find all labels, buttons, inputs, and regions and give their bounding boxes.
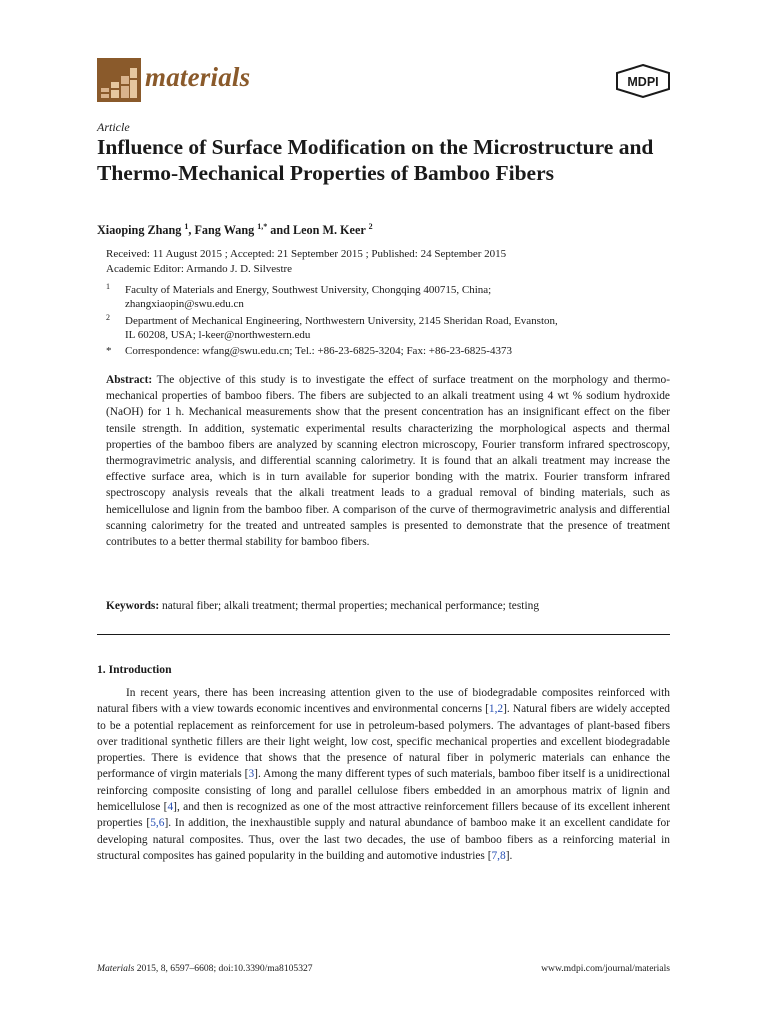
citation-link[interactable]: 4 — [167, 801, 174, 814]
abstract-label: Abstract: — [106, 374, 153, 386]
citation-link[interactable]: 1,2 — [488, 703, 504, 716]
author-list — [97, 222, 373, 238]
affiliation-mark: 1 — [106, 282, 110, 291]
paragraph-text: ]. Among the many different types of such materials, bamboo fiber itself is a unidirectional reinforcing composite consisting of long and parallel cellulose fibers embedded in an amorphous matrix of lignin and hemicellulose [ — [97, 768, 670, 814]
journal-logo-icon — [97, 58, 141, 102]
footer-journal: Materials — [97, 963, 135, 974]
paragraph-text: ], and then is recognized as one of the most attractive reinforcement fillers because of its excellent inherent properties [ — [97, 801, 671, 830]
academic-editor: Academic Editor: Armando J. D. Silvestre — [106, 263, 293, 275]
mdpi-logo-icon — [614, 64, 672, 98]
publication-dates: Received: 11 August 2015 ; Accepted: 21 September 2015 ; Published: 24 September 2015 — [106, 248, 507, 260]
affiliation-line: Correspondence: wfang@swu.edu.cn; Tel.: +86-23-6825-3204; Fax: +86-23-6825-4373 — [125, 345, 512, 357]
paragraph-text: In recent years, there has been increasing attention given to the use of biodegradable composites reinforced with natural fibers with a view towards economic incentives and environmental concerns [ — [97, 687, 670, 716]
author-name: Xiaoping Zhang — [97, 223, 185, 238]
keywords-label: Keywords: — [106, 600, 160, 612]
author-separator: , — [188, 223, 195, 238]
journal-url[interactable]: www.mdpi.com/journal/materials — [541, 963, 670, 974]
journal-header — [97, 58, 672, 104]
footer-citation: 2015, 8, 6597–6608; doi:10.3390/ma8105327 — [136, 963, 313, 974]
citation-link[interactable]: 7,8 — [491, 849, 506, 862]
journal-name: materials — [145, 62, 251, 92]
affiliation-line: Faculty of Materials and Energy, Southwest University, Chongqing 400715, China; — [125, 284, 492, 296]
abstract-text: The objective of this study is to investigate the effect of surface treatment on the morphology and thermo-mechanical properties of bamboo fibers. The fibers are subjected to an alkali treatment using 4 wt % sodium hydroxide (NaOH) for 1 h. Mechanical measurements show that the present concentration has an insignificant effect on the fiber tensile strength. In addition, systematic experimental results characterizing the morphological aspects and thermal properties of the bamboo fibers are analyzed by scanning electron microscopy, Fourier transform infrared spectroscopy, thermogravimetric analysis, and differential scanning calorimetry. It is found that an alkali treatment may increase the effective surface area, which is in turn available for superior bonding with the matrix. Fourier transform infrared spectroscopy analysis reveals that the alkali treatment leads to a gradual removal of binding materials, such as hemicellulose and lignin from the bamboo fiber. A comparison of the curve of thermogravimetric analysis and differential scanning calorimetry for the treated and untreated samples is presented to demonstrate that the presence of treatment contributes to a better thermal stability for bamboo fibers. — [106, 374, 670, 549]
keywords-text: natural fiber; alkali treatment; thermal properties; mechanical performance; testing — [162, 600, 540, 612]
publisher-name: MDPI — [627, 75, 659, 89]
affiliation-line: Department of Mechanical Engineering, Northwestern University, 2145 Sheridan Road, Evanston, — [125, 315, 558, 327]
paragraph-text: ]. Natural fibers are widely accepted to be a potential replacement as reinforcement for use in petroleum-based polymers. The advantages of plant-based fibers over traditional synthetic fillers are their light weight, low cost, specific mechanical properties and excellent biodegradable properties. There is evidence that shows that the presence of natural fiber in polymeric materials can enhance the performance of virgin materials [ — [97, 703, 670, 781]
section-divider — [97, 634, 670, 635]
article-title: Influence of Surface Modification on the Microstructure and Thermo-Mechanical Properties of Bamboo Fibers — [97, 135, 654, 185]
paragraph-text: ]. — [505, 849, 513, 862]
abstract — [106, 372, 670, 550]
citation-link[interactable]: 5,6 — [150, 817, 165, 830]
author-affiliation-mark: 2 — [368, 222, 373, 231]
affiliation-mark: * — [106, 345, 112, 357]
introduction-paragraph — [97, 685, 670, 864]
section-heading: 1. Introduction — [97, 663, 172, 676]
affiliation-line: zhangxiaopin@swu.edu.cn — [125, 298, 244, 310]
author-affiliation-mark: 1 — [184, 222, 189, 231]
author-name: Leon M. Keer — [293, 223, 369, 238]
affiliation-line: IL 60208, USA; l-keer@northwestern.edu — [125, 329, 311, 341]
citation-footer — [97, 963, 313, 974]
affiliation-mark: 2 — [106, 313, 110, 322]
keywords — [106, 600, 670, 612]
author-affiliation-mark: 1,* — [257, 222, 268, 231]
author-separator: and — [267, 223, 293, 238]
article-type: Article — [97, 120, 130, 134]
paragraph-text: ]. In addition, the inexhaustible supply and natural abundance of bamboo make it an excellent candidate for developing natural composites. Thus, over the last two decades, the use of bamboo fibers as a reinforcing material in structural composites has gained popularity in the building and automotive industries [ — [97, 817, 670, 862]
citation-link[interactable]: 3 — [248, 768, 255, 781]
author-name: Fang Wang — [194, 223, 258, 238]
